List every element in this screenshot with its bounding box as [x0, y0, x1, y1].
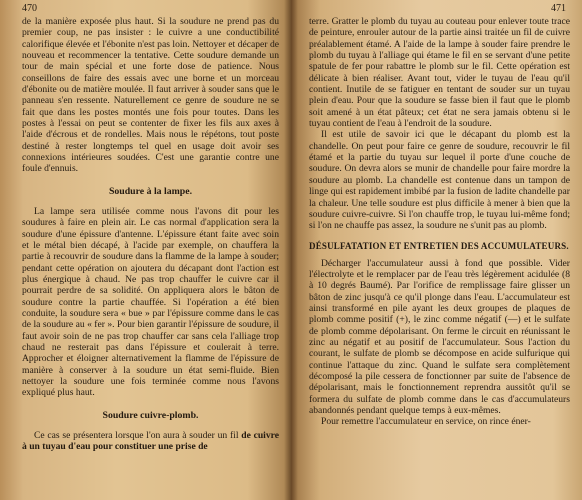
paragraph: Décharger l'accumulateur aussi à fond que possible. Vider l'électrolyte et le remplacer par de l'eau très légèrement acidulée (8 à 10 degrés Baumé). Par l'orifice de remplissage faire glisser un bâton de zinc jusqu'à ce qu'il plonge dans l'eau. L'accumulateur est ainsi transformé en pile ayant les deux groupes de plaques de plomb comme positif (+), le zinc comme négatif (—) et le sulfate de plomb comme dépolarisant. On ferme le circuit en réunissant le zinc au négatif et au positif de l'accumulateur. Sous l'action du courant, le sulfate de plomb se décompose en acide sulfurique qui continue l'attaque du zinc. Quand le sulfate sera complètement décomposé la pile cessera de fonctionner par suite de l'absence de dépolarisant, mais le fonctionnement reprendra aussitôt qu'il se formera du sulfate de plomb comme dans le cas d'accumulateurs abandonnés pendant quelque temps à eux-mêmes.: [309, 257, 570, 416]
paragraph: Pour remettre l'accumulateur en service, on rince éner-: [321, 416, 531, 428]
paragraph: de la manière exposée plus haut. Si la soudure ne prend pas du premier coup, ne pas insister : le cuivre a une conductibilité calorifique élevée et l'ébonite n'est pas loin. Nettoyer et décaper de nouveau et recommencer la tentative. Cette soudure demande un tour de main spécial et une forte dose de patience. Nous conseillons de faire des essais avec une borne et un morceau d'ébonite ou de matière moulée. Il faut arriver à souder sans que le panneau s'en ressente. Naturellement ce genre de soudure ne se fait que dans les postes montés une fois pour toutes. Dans les postes à l'essai on peut se contenter de fixer les fils aux axes à l'aide d'écrous et de rondelles. Mais nous le répétons, tout poste destiné à rester longtemps tel quel en usage doit avoir ses connexions intérieures soudées. C'est une garantie contre une foule d'ennuis.: [22, 16, 279, 175]
section-heading: DÉSULFATATION ET ENTRETIEN DES ACCUMULATEURS.: [309, 240, 569, 251]
paragraph-text: Ce cas se présentera lorsque l'on aura à souder un fil: [34, 429, 242, 441]
section-heading: Soudure à la lampe.: [108, 185, 193, 197]
paragraph: Il est utile de savoir ici que le décapant du plomb est la chandelle. On peut pour faire ce genre de soudure, recouvrir le fil étamé et la partie du tuyau sur lequel il porte d'une couche de soudure. On devra alors se munir de chandelle pour faire mordre la soudure au plomb. La chandelle est contenue dans un tampon de linge qui est rapidement imbibé par la fusion de ladite chandelle par la chaleur. Une telle soudure est plus difficile à mener à bien que la soudure cuivre-cuivre. Si l'on chauffe trop, le tuyau lui-même fond; si l'on ne chauffe pas assez, la soudure ne s'unit pas au plomb.: [309, 129, 570, 232]
paragraph-text-bold: de cuivre à un tuyau d'eau pour constituer une prise de: [22, 429, 279, 452]
section-heading: Soudure cuivre-plomb.: [102, 409, 199, 421]
paragraph: terre. Gratter le plomb du tuyau au couteau pour enlever toute trace de peinture, enrouler autour de la partie ainsi traitée un fil de cuivre préalablement étamé. A l'aide de la lampe à souder faire prendre le plomb du tuyau à l'alliage qui étame le fil en se servant d'une petite spatule de fer pour rabattre le plomb sur le fil. Cette opération est délicate à bien réaliser. Avant tout, vider le tuyau de l'eau qu'il contient. Inutile de se fatiguer en tentant de souder sur un tuyau plein d'eau. Pour que la soudure se fasse bien il faut que le plomb soit amené à un état pâteux; cet état ne sera jamais obtenu si le tuyau contient de l'eau à l'endroit de la soudure.: [309, 16, 570, 130]
paragraph: La lampe sera utilisée comme nous l'avons dit pour les soudures à faire en plein air. Le cas normal d'application sera la soudure d'une épissure d'antenne. L'épissure étant faite avec soin et le métal bien décapé, à l'acide par exemple, on chauffera la partie à recouvrir de soudure dans la flamme de la lampe à souder; pendant cette opération on ajoutera du décapant dont l'action est plus énergique à chaud. Ne pas trop chauffer le cuivre car il pourrait perdre de sa solidité. On appliquera alors le bâton de soudure contre la partie chauffée. Si l'opération a été bien conduite, la soudure sera « bue » par l'épissure comme dans le cas de la soudure au « fer ». Pour bien garantir l'épissure de soudure, il faut avoir soin de ne pas trop chauffer car sans cela l'alliage trop chaud ne resterait pas dans l'épissure et coulerait à terre. Approcher et éloigner alternativement la flamme de l'épissure de manière à conserver à la soudure un état semi-fluide. Bien nettoyer la soudure une fois terminée comme nous l'avons expliqué plus haut.: [22, 205, 279, 399]
right-page: [291, 0, 582, 500]
page-number-left: 470: [22, 3, 37, 14]
paragraph: [22, 430, 279, 453]
page-number-right: 471: [551, 3, 566, 14]
